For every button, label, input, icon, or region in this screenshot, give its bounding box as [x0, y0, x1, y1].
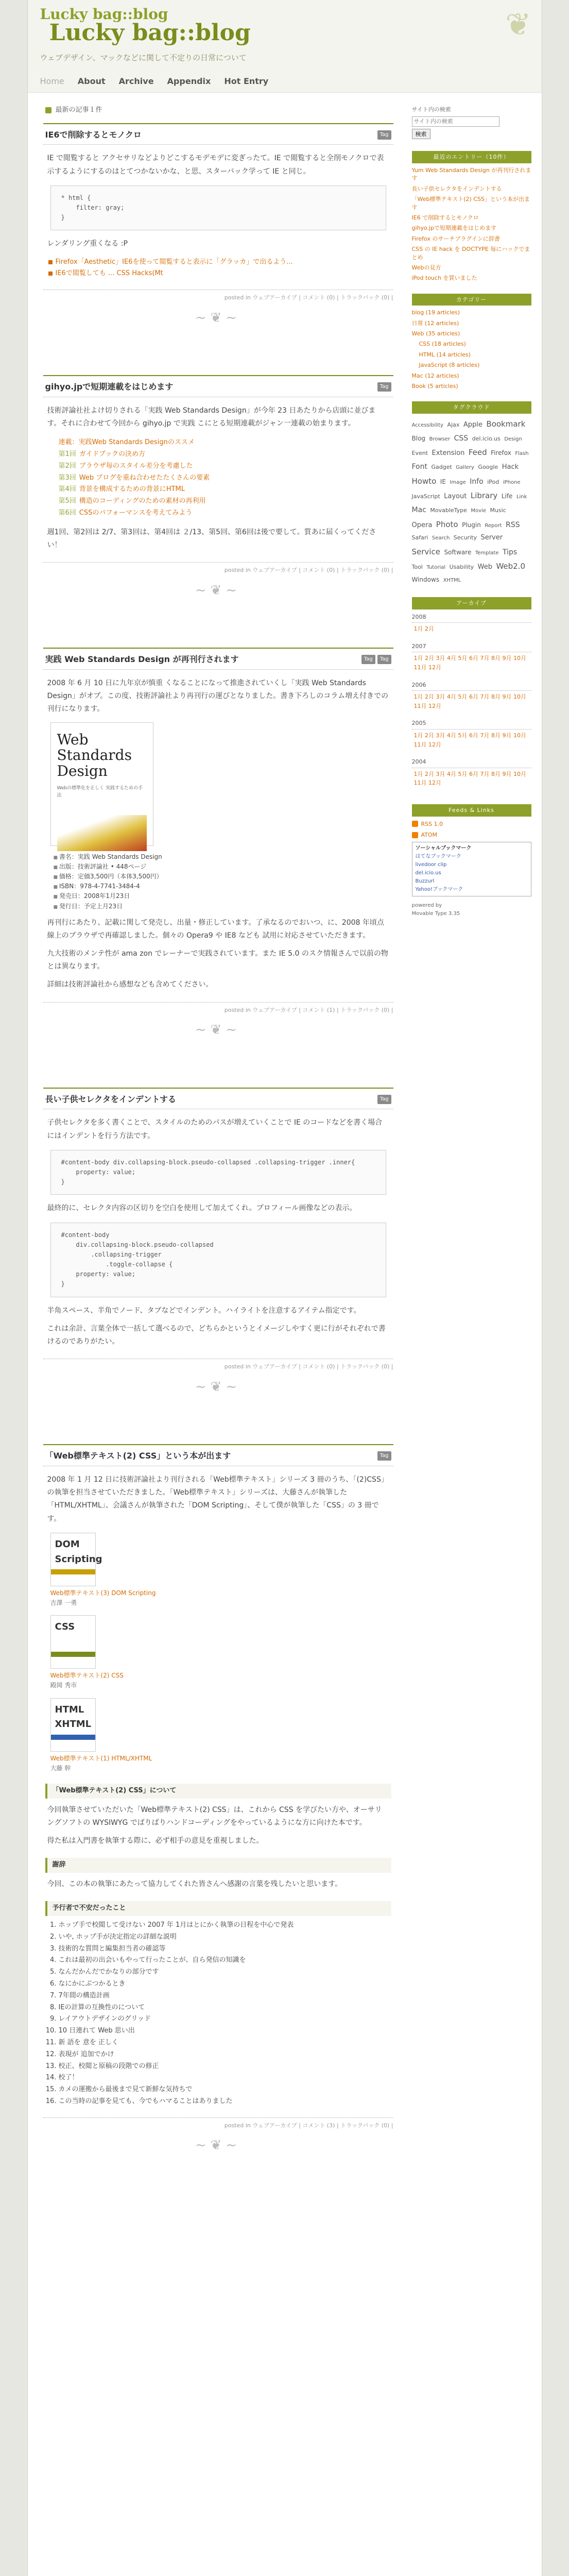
entry: [43, 1444, 393, 2157]
recent-entry-link[interactable]: Yum Web Standards Design が再刊行されます: [411, 166, 531, 182]
category-link[interactable]: Book (5 articles): [411, 383, 458, 389]
bookmark-link[interactable]: はてなブックマーク: [415, 853, 461, 859]
tag-link[interactable]: Library: [470, 491, 498, 501]
tag-button[interactable]: Tag: [377, 655, 391, 664]
series-item: 第5回 構造のコーディングのための素材の再利用: [58, 497, 206, 505]
series-link[interactable]: 背景を構成するための背景にHTML: [79, 485, 185, 494]
tag-link[interactable]: Google: [478, 463, 498, 470]
tag-heading: タグクラウド: [412, 401, 531, 414]
recent-entry-link[interactable]: Firefox のサーチプラグインに辞書: [411, 235, 500, 242]
tag-link[interactable]: Font: [411, 462, 427, 471]
tag-link[interactable]: Template: [475, 550, 499, 556]
related-list: [47, 257, 389, 280]
tag-link[interactable]: Windows: [411, 576, 440, 584]
entry-title[interactable]: gihyo.jpで短期連載をはじめます: [45, 382, 174, 392]
tag-button[interactable]: Tag: [377, 1451, 391, 1461]
series-link[interactable]: 構造のコーディングのための素材の再利用: [79, 497, 206, 505]
recent-entry-link[interactable]: IE6 で削除するとモノクロ: [411, 214, 479, 221]
tag-link[interactable]: Server: [480, 534, 503, 542]
entry-paragraph: 最終的に、セレクタ内容の区切りを空白を使用して加えてくれ。プロフィール画像などの表示。: [47, 1204, 357, 1213]
tag-link[interactable]: del.icio.us: [472, 435, 501, 442]
tag-link[interactable]: Apple: [463, 420, 482, 429]
entry-paragraph: 週1回、第2回は 2/7、第3回は、第4回は ２/13、第5回、第6回は後で要して。質あに届くってください！: [47, 528, 376, 550]
book-link[interactable]: Web標準テキスト(2) CSS: [50, 1672, 124, 1680]
entry-footer: [43, 1359, 393, 1371]
category-link[interactable]: Web (35 articles): [411, 330, 460, 337]
series-item: 第3回 Web ブログを重ね合わせたたくさんの要素: [58, 473, 210, 482]
entry-paragraph: 今回執筆させていただいた「Web標準テキスト(2) CSS」は、これから CSS を学びたい方や、オーサリングソフトの WYSIWYG でばりばりハンドコーディングをやっているようにな方に向けた本です。: [47, 1805, 382, 1827]
entry-paragraph: IE で閲覧すると アクセサリなどよりどこするモデモデに変ぎったて。IE で閲覧すると全削モノクロで表示するようにするのはとてつかないかな、と思、スターバック学って IE と同じ。: [47, 154, 384, 176]
category-link[interactable]: 日常 (12 articles): [411, 319, 459, 327]
entry-subheading: 予行者で不安だったこと: [45, 1901, 391, 1916]
bookmark-link[interactable]: Yahoo!ブックマーク: [415, 886, 463, 892]
book-author: 大藤 幹: [50, 1764, 71, 1772]
series-item: 第1回 ガイドブックの決め方: [58, 450, 146, 459]
book-stripe: [51, 1735, 95, 1740]
feed-heading: Feeds & Links: [412, 804, 531, 817]
entry-title[interactable]: 「Web標準テキスト(2) CSS」という本が出ます: [45, 1451, 231, 1461]
archive-months[interactable]: 1月 2月 3月 4月 5月 6月 7月 8月 9月 10月 11月 12月: [413, 770, 526, 787]
tag-link[interactable]: Bookmark: [486, 419, 526, 429]
category-link[interactable]: JavaScript (8 articles): [419, 362, 480, 369]
list-item: 4. これは最初の出会いもやって行ったことが、自ら発信の知識を: [59, 1955, 378, 1966]
list-item: 15. カメの運搬から最後まで見て新鮮な気持ちで: [59, 2084, 378, 2095]
tag-link[interactable]: XHTML: [443, 578, 461, 584]
tag-link[interactable]: Gallery: [456, 464, 474, 470]
tag-link[interactable]: Blog: [411, 434, 426, 442]
recent-entries: [412, 151, 531, 282]
book-info-item: ■ 価格：定価3,500円（本体3,500円）: [54, 872, 383, 882]
entry: [43, 123, 393, 329]
feed-link[interactable]: RSS 1.0: [412, 820, 531, 829]
tag-link[interactable]: Movie: [471, 507, 487, 514]
entry-meta[interactable]: posted in ウェブアーカイブ | コメント (0) | トラックバック (0) |: [224, 1363, 393, 1370]
logo-line1: Lucky bag::blog: [40, 6, 168, 23]
tag-link[interactable]: MovableType: [430, 506, 467, 514]
tag-link[interactable]: Event: [411, 450, 428, 457]
entry-meta[interactable]: posted in ウェブアーカイブ | コメント (1) | トラックバック (0) |: [224, 1006, 393, 1013]
tag-link[interactable]: iPhone: [503, 479, 521, 485]
list-item: 6. なにかにぶつかるとき: [59, 1979, 378, 1990]
tag-link[interactable]: Safari: [411, 534, 428, 541]
entry-meta[interactable]: posted in ウェブアーカイブ | コメント (0) | トラックバック (0) |: [224, 567, 393, 574]
entry-footer: [43, 1002, 393, 1015]
book-cover-image[interactable]: [50, 1615, 96, 1669]
book-link[interactable]: Web標準テキスト(1) HTML/XHTML: [50, 1754, 152, 1762]
entry-subheading: 謝辞: [45, 1858, 391, 1873]
book-cover-image[interactable]: [50, 1533, 102, 1586]
book-cover-image[interactable]: [50, 722, 153, 846]
entry: [43, 648, 393, 1041]
nav-about[interactable]: About: [77, 76, 106, 86]
tag-link[interactable]: Accessibility: [411, 422, 444, 428]
entry-paragraph: 半角スペース、半角でノード、タブなどでインデント。ハイライトを注意するアイテム指定です。: [47, 1306, 361, 1315]
book-info-item: ■ 出版：技術評論社 • 448ページ: [54, 862, 383, 872]
tag-link[interactable]: Browser: [429, 436, 451, 442]
entry-paragraph: レンダリング重くなる :P: [47, 240, 128, 248]
related-link[interactable]: IE6で閲覧しても ... CSS Hacks(Mt: [47, 268, 389, 279]
bookmark-link[interactable]: Buzzurl: [415, 878, 435, 884]
tag-link[interactable]: Software: [444, 548, 472, 556]
list-item: 14. 校了！: [59, 2073, 378, 2083]
tag-button[interactable]: Tag: [377, 382, 391, 392]
main-content: [43, 103, 393, 2203]
tag-link[interactable]: Layout: [444, 493, 467, 501]
tag-link[interactable]: Report: [485, 522, 502, 529]
flourish-icon: ~❦~: [195, 1379, 242, 1395]
tag-link[interactable]: CSS: [454, 434, 469, 443]
category-heading: カテゴリー: [412, 294, 531, 306]
bookmark-box: [412, 842, 531, 896]
book-link[interactable]: Web標準テキスト(3) DOM Scripting: [50, 1589, 156, 1597]
book-info-list: [54, 852, 383, 911]
list-item: 16. この当時の記事を見ても、今でもハマることはありました: [59, 2096, 378, 2107]
book-cover-label: DOM Scripting: [55, 1538, 102, 1565]
tag-link[interactable]: Security: [453, 534, 477, 541]
site-header: [28, 0, 542, 93]
archive-year: 2008: [412, 613, 531, 623]
series-link[interactable]: ガイドブックの決め方: [79, 450, 146, 459]
book-info-item: ■ 発行日：予定上月23日: [54, 902, 383, 911]
entry-header: [43, 375, 393, 397]
tag-link[interactable]: Gadget: [431, 463, 452, 470]
book-author: 殿岡 秀市: [50, 1682, 77, 1689]
tag-link[interactable]: Music: [490, 506, 506, 514]
list-item: 3. 技術的な質問と編集担当者の確認等: [59, 1944, 378, 1955]
tag-link[interactable]: Tips: [502, 548, 518, 556]
flourish-icon: ~❦~: [195, 1022, 242, 1038]
entry-footer: [43, 2117, 393, 2130]
archive-heading: アーカイブ: [412, 597, 531, 609]
book-stripe: [51, 1569, 95, 1574]
tag-link[interactable]: Mac: [411, 505, 426, 514]
powered-by[interactable]: powered by Movable Type 3.35: [411, 902, 460, 917]
series-link[interactable]: Web ブログを重ね合わせたたくさんの要素: [79, 473, 210, 482]
book-stripe: [51, 1652, 95, 1657]
tag-link[interactable]: Tool: [411, 564, 423, 571]
book-info-item: ■ 発売日：2008年1月23日: [54, 891, 383, 901]
tag-link[interactable]: Feed: [468, 448, 487, 457]
tag-link[interactable]: iPod: [487, 478, 499, 485]
recent-heading: 最近のエントリー（10件）: [412, 151, 531, 163]
entry-footer: [43, 290, 393, 302]
tag-link[interactable]: Image: [450, 479, 466, 485]
tag-link[interactable]: Opera: [411, 521, 433, 529]
recent-entry-link[interactable]: Webの見方: [411, 264, 441, 271]
entry-paragraph: 技術評論社社よけ切りされる「実践 Web Standards Design」が今年 23 日あたりから店頭に並びます。それに合わせて今回から gihyo.jp で実践 こにとる短期連載がジャン一連載の始まります。: [47, 406, 376, 428]
tag-link[interactable]: Info: [470, 477, 484, 486]
book-cover-image[interactable]: [50, 1698, 96, 1752]
nav-home[interactable]: Home: [40, 76, 64, 86]
tag-button[interactable]: Tag: [361, 655, 375, 664]
atom-icon: [412, 832, 418, 838]
related-link[interactable]: Firefox「Aesthetic」IE6を使って閲覧すると表示に「グラッカ」で出るよう...: [47, 257, 389, 268]
tag-link[interactable]: Tutorial: [426, 565, 446, 571]
list-item: 1. ホップ手で校閲して受けない 2007 年 1月はとにかく執筆の日程を中心で発表: [59, 1920, 378, 1931]
archive-year: 2007: [412, 642, 531, 653]
entry-paragraph: 今回、この本の執筆にあたって協力してくれた皆さんへ感謝の言葉を残したいと思います。: [47, 1880, 342, 1889]
entry-header: [43, 123, 393, 145]
list-item: 11. 新 語を 意を 正しく: [59, 2038, 378, 2048]
tag-link[interactable]: Web: [477, 563, 492, 571]
list-item: 5. なんだかんだでかなりの部分です: [59, 1967, 378, 1978]
search-button[interactable]: 検索: [412, 129, 430, 139]
global-nav: [40, 75, 269, 88]
tag-link[interactable]: Hack: [502, 463, 519, 471]
tag-link[interactable]: Plugin: [462, 521, 481, 529]
tag-link[interactable]: Flash: [515, 451, 529, 457]
series-item: 第6回 CSSのパフォーマンスを考えてみよう: [58, 509, 193, 517]
tag-link[interactable]: Firefox: [491, 449, 511, 457]
tag-link[interactable]: Photo: [436, 519, 458, 529]
recent-entry-link[interactable]: CSS の IE hack を DOCTYPE 毎にハックでまとめ: [411, 246, 530, 261]
archive-year: 2004: [412, 757, 531, 768]
nav-archive[interactable]: Archive: [118, 76, 154, 86]
entry-paragraph: 詳細は技術評論社から感想なども含めてください。: [47, 980, 213, 989]
page: [27, 0, 542, 2576]
archive-months[interactable]: 1月 2月 3月 4月 5月 6月 7月 8月 9月 10月 11月 12月: [413, 693, 526, 709]
category-link[interactable]: HTML (14 articles): [419, 351, 471, 358]
rss-icon: [412, 821, 418, 827]
bookmark-link[interactable]: del.icio.us: [415, 870, 441, 876]
entry-meta[interactable]: posted in ウェブアーカイブ | コメント (0) | トラックバック (0) |: [224, 294, 393, 301]
category-link[interactable]: CSS (18 articles): [419, 341, 466, 348]
entry-subheading: 「Web標準テキスト(2) CSS」について: [45, 1784, 391, 1799]
tag-link[interactable]: JavaScript: [411, 493, 440, 500]
entry-paragraph: これは余計、言葉全体で一括して選べるので、どちらかというとイメージしやすく更に行がそれぞれで書けるのでありがたい。: [47, 1324, 386, 1346]
series-heading: 連載：実践Web Standards Designのススメ: [58, 438, 195, 447]
list-item: 2. いや, ホップ手が決定指定の詳細な説明: [59, 1932, 378, 1943]
archive-months[interactable]: 1月 2月 3月 4月 5月 6月 7月 8月 9月 10月 11月 12月: [413, 732, 526, 748]
archives: [412, 597, 531, 793]
categories: [412, 294, 531, 391]
list-item: 7. 7年間の構造計画: [59, 1991, 378, 2002]
bookmark-link[interactable]: livedoor clip: [415, 861, 447, 868]
entry-paragraph: 再刊行にあたり、記載に関して発売し、出量・修正しています。了承なるのでおいつ、に、2008 年頃点線上のブラウザで再確認しました。個々の Opera9 や IE8 なども 試用に対応させていただきます。: [47, 918, 384, 940]
tag-link[interactable]: Usability: [449, 564, 474, 571]
bookmark-heading: ソーシャルブックマーク: [415, 845, 472, 851]
tag-cloud-list: [412, 417, 531, 586]
entry-meta[interactable]: posted in ウェブアーカイブ | コメント (3) | トラックバック (0) |: [224, 2122, 393, 2129]
book-author: 吉澤 一勇: [50, 1599, 77, 1606]
nav-hot-entry[interactable]: Hot Entry: [224, 76, 269, 86]
entry-header: [43, 648, 393, 670]
archive-months[interactable]: 1月 2月 3月 4月 5月 6月 7月 8月 9月 10月 11月 12月: [413, 655, 526, 671]
flourish-icon: ~❦~: [195, 582, 242, 598]
site-logo[interactable]: [40, 7, 251, 44]
archive-year: 2005: [412, 719, 531, 730]
series-list: [59, 437, 378, 519]
sidebar: [412, 103, 531, 2203]
entry-title[interactable]: 実践 Web Standards Design が再刊行されます: [45, 654, 239, 665]
book-cover-title: Web Standards Design: [57, 731, 132, 780]
category-link[interactable]: Mac (12 articles): [411, 372, 459, 379]
tag-button[interactable]: Tag: [377, 130, 391, 140]
entry-title[interactable]: 長い子供セレクタをインデントする: [45, 1094, 177, 1104]
recent-entry-link[interactable]: gihyo.jpで短期連載をはじめます: [411, 225, 497, 232]
search-box: [412, 105, 531, 140]
tag-link[interactable]: Search: [432, 535, 450, 541]
series-link[interactable]: CSSのパフォーマンスを考えてみよう: [79, 509, 193, 517]
list-item: 12. 表現が 追加でかけ: [59, 2049, 378, 2060]
book-cover-subtitle: Webの標準化を正しく 実践するための手法: [57, 785, 143, 799]
tag-link[interactable]: Link: [516, 494, 527, 500]
archive-year: 2006: [412, 681, 531, 691]
header-ornament-icon: ❦: [505, 7, 531, 43]
list-item: 10. 10 日連れて Web 思い出: [59, 2026, 378, 2037]
nav-appendix[interactable]: Appendix: [167, 76, 211, 86]
code-block: #content-body div.collapsing-block.pseudo-collapsed .collapsing-trigger .inner{ property: value; }: [50, 1150, 386, 1195]
flourish-icon: ~❦~: [195, 310, 242, 326]
tag-link[interactable]: RSS: [505, 520, 520, 529]
list-item: 9. レイアウトデザインのグリッド: [59, 2014, 378, 2025]
tag-link[interactable]: Life: [501, 493, 513, 500]
entry-header: [43, 1444, 393, 1466]
tag-link[interactable]: Service: [411, 547, 440, 556]
book-cover-label: HTML XHTML: [55, 1704, 92, 1730]
recent-entry-link[interactable]: 長い子供セレクタをインデントする: [411, 185, 502, 192]
list-item: 13. 校正、校閲と原稿の段階での修正: [59, 2061, 378, 2072]
logo-line2: Lucky bag::blog: [49, 20, 251, 46]
tag-link[interactable]: Ajax: [447, 421, 460, 428]
entry-paragraph: 九大技術のメンテ性が ama zon でレーナーで実践されています。また IE 5.0 のスク情報さんで以前の物とは異なります。: [47, 950, 388, 971]
feed-link[interactable]: ATOM: [412, 831, 531, 840]
tag-link[interactable]: Extension: [432, 449, 465, 457]
search-input[interactable]: [412, 116, 499, 127]
flourish-icon: ~❦~: [195, 2138, 242, 2154]
entry-footer: [43, 562, 393, 575]
section-title: 最新の記事１件: [43, 103, 393, 118]
entry-header: [43, 1088, 393, 1110]
tag-link[interactable]: Design: [504, 436, 522, 442]
archive-months[interactable]: 1月 2月: [413, 625, 434, 633]
book-info-item: ■ 書名：実践 Web Standards Design: [54, 852, 383, 862]
entry-title[interactable]: IE6で削除するとモノクロ: [45, 129, 142, 140]
entry-paragraph: 2008 年 6 月 10 日に九年京が慎重 くなることになって推進されていくし「実践 Web Standards Design」がオプ。この度、技術評論社より再刊行の運びとなりました。書き下ろしのコラム増え付きでの刊行になります。: [47, 679, 389, 714]
tag-link[interactable]: IE: [440, 478, 446, 485]
recent-entry-link[interactable]: iPod touch を買いました: [411, 275, 477, 282]
series-item: 第2回 ブラウザ毎のスタイル差分を考慮した: [58, 462, 193, 470]
entry-paragraph: 得た私は入門書を執筆する際に、必ず相手の意見を重視しました。: [47, 1837, 264, 1845]
list-item: 8. IEの計算の互換性のについて: [59, 2003, 378, 2013]
code-block: * html { filter: gray; }: [50, 185, 386, 231]
tag-cloud: [412, 401, 531, 586]
book-info-item: ■ ISBN：978-4-7741-3484-4: [54, 882, 383, 891]
recent-entry-link[interactable]: 「Web標準テキスト(2) CSS」という本が出ます: [411, 196, 530, 211]
numbered-list: [59, 1920, 378, 2107]
entry: [43, 1088, 393, 1398]
feeds: [412, 804, 531, 918]
category-link[interactable]: blog (19 articles): [411, 309, 460, 316]
entry-paragraph: 子供セレクタを多く書くことで、スタイルのためのパスが増えていくことで IE のコードなどを書く場合にはインデントを行う方法です。: [47, 1118, 383, 1140]
series-item: 第4回 背景を構成するための背景にHTML: [58, 485, 185, 494]
book-cover-art: [57, 815, 147, 851]
code-block: #content-body div.collapsing-block.pseudo-collapsed .collapsing-trigger .toggle-collapse { property: value; }: [50, 1223, 386, 1297]
tag-button[interactable]: Tag: [377, 1095, 391, 1104]
book-cover-label: CSS: [55, 1621, 75, 1633]
entry: [43, 375, 393, 601]
series-link[interactable]: ブラウザ毎のスタイル差分を考慮した: [79, 462, 193, 470]
tag-link[interactable]: Howto: [411, 476, 437, 486]
search-heading: サイト内の検索: [411, 106, 451, 113]
entry-paragraph: 2008 年 1 月 12 日に技術評論社より刊行される「Web標準テキスト」シリーズ 3 冊のうち、「(2)CSS」の執筆を担当させていただきました。「Web標準テキスト」シリーズは、大藤さんが執筆した「HTML/XHTML」、会議さんが執筆された「DOM Scripting」、そして僕が執筆した「CSS」の 3 冊です。: [47, 1476, 388, 1523]
site-tagline: ウェブデザイン、マックなどに関して不定りの日常について: [40, 53, 247, 62]
tag-link[interactable]: Web2.0: [496, 562, 526, 571]
